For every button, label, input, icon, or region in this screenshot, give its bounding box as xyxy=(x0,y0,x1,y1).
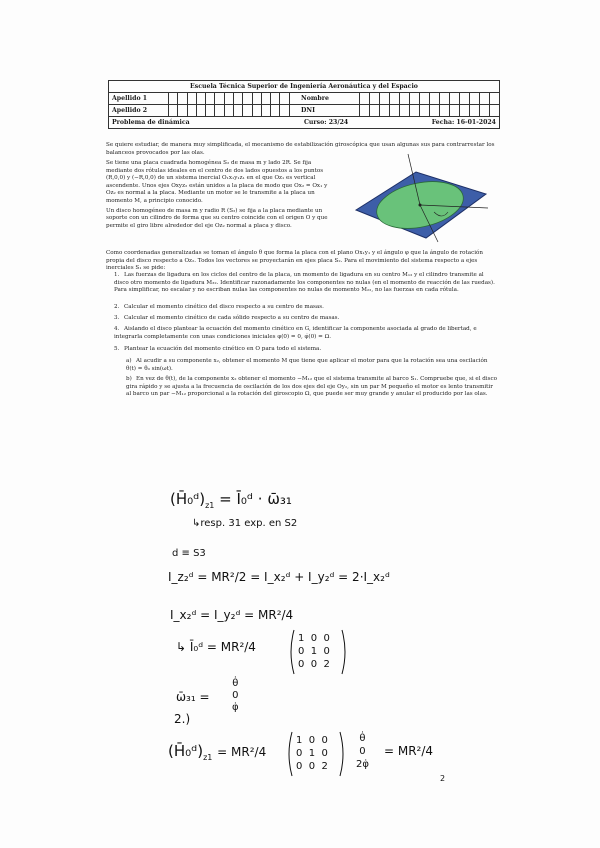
hw-vec2-2: 2φ̇ xyxy=(356,759,369,770)
apellido1-label: Apellido 1 xyxy=(112,95,148,102)
date-label: Fecha: 16-01-2024 xyxy=(431,119,496,126)
hw-line-4: I_z₂ᵈ = MR²/2 = I_x₂ᵈ + I_y₂ᵈ = 2·I_x₂ᵈ xyxy=(168,570,390,584)
course-label: Curso: 23/24 xyxy=(304,119,349,126)
statement-p1: Se quiere estudiar, de manera muy simplificada, el mecanismo de estabilización giroscópica que usan algunas sus para contrarrestar los balanceos provocados por las olas. xyxy=(106,142,495,156)
hw-h0-2-term: (H̄₀ᵈ) xyxy=(168,742,204,760)
hw-omega-2: φ̇ xyxy=(232,702,239,713)
apellido2-label: Apellido 2 xyxy=(112,107,148,114)
question-3-text: Calcular el momento cinético de cada sólido respecto a su centro de masas. xyxy=(124,315,340,321)
header-row-2 xyxy=(109,105,499,117)
subquestion-b-label: b) xyxy=(126,376,132,382)
hw-matrix-2-left-paren xyxy=(289,732,292,776)
hw-line-8: 2.) xyxy=(174,712,191,726)
hw-line-9 xyxy=(168,742,266,762)
hw-omega-vector xyxy=(232,678,239,714)
hw-inertia-label: ↳ Ī₀ᵈ = MR²/4 xyxy=(176,640,256,654)
hw-matrix-2-row-1: 1 0 0 xyxy=(296,735,328,746)
question-3-number: 3. xyxy=(114,315,120,321)
statement-p4: Como coordenadas generalizadas se toman el ángulo θ que forma la placa con el plano Ox₁y₁ y el ángulo φ que la ángulo de rotación propia del disco respecto a Oz₂. Todos los vectores se proyectarán en ejes placa S₂. Para el movimiento del sistema respecto a ejes inerciales S₁ se pide: xyxy=(106,250,483,272)
subquestion-a-text: Al acudir a su componente x₂, obtener el momento M que tiene que aplicar el motor para que la rotación sea una oscilación θ(t) = θ₀ sin(ωt). xyxy=(126,358,488,372)
hw-vec2-1: 0 xyxy=(359,746,366,757)
hw-h0-sub: z1 xyxy=(205,501,215,510)
question-4-text: Aislando el disco plantear la ecuación del momento cinético en G, identificar la componente asociada al grado de libertad, e integrarla completamente con unas condiciones iniciales φ(0) = 0, φ̇(0) = Ω. xyxy=(114,326,477,340)
subquestion-b-text: En vez de θ(t), de la componente x₂ obtener el momento −M₁₂ que el sistema transmite al barco S₁. Compruebe que, si el disco gira rápido y se ajusta a la frecuencia de oscilación de los dos ejes del eje Oy₂, sin un par M pequeño el motor es lento transmitir al barco un par −M₁₂ proporcional a la rotación del giroscopio Ω, que puede ser muy grande y anular el producido por las olas. xyxy=(126,376,498,398)
hw-matrix-rows xyxy=(298,632,330,671)
hw-matrix-2-row-2: 0 1 0 xyxy=(296,748,328,759)
statement-body xyxy=(106,160,332,230)
question-5-text: Plantear la ecuación del momento cinético en O para todo el sistema. xyxy=(124,346,322,352)
header-row-3 xyxy=(109,117,499,128)
question-1 xyxy=(114,272,498,295)
question-2 xyxy=(114,304,498,312)
question-2-number: 2. xyxy=(114,304,120,310)
subquestion-b xyxy=(126,376,498,399)
hw-vector-2 xyxy=(356,732,369,771)
question-5 xyxy=(114,346,498,354)
hw-line-2: ↳resp. 31 exp. en S2 xyxy=(192,518,298,529)
apellido1-boxes xyxy=(168,93,298,104)
nombre-boxes xyxy=(359,93,499,104)
hw-line-1 xyxy=(170,490,292,510)
hw-line-3: d ≡ S3 xyxy=(172,548,206,559)
dni-label: DNI xyxy=(301,107,315,114)
hw-matrix-row-2: 0 1 0 xyxy=(298,646,330,657)
hw-omega-0: θ̇ xyxy=(232,678,239,689)
hw-matrix-2-right-paren xyxy=(340,732,343,776)
question-4 xyxy=(114,326,498,341)
problem-title: Problema de dinámica xyxy=(112,119,190,126)
origin-point xyxy=(419,204,422,207)
hw-matrix-row-3: 0 0 2 xyxy=(298,659,330,670)
hw-matrix-row-1: 1 0 0 xyxy=(298,633,330,644)
question-4-number: 4. xyxy=(114,326,120,332)
hw-sub-2: 2 xyxy=(440,774,446,783)
school-name: Escuela Técnica Superior de Ingeniería Aeronáutica y del Espacio xyxy=(109,81,499,93)
header-row-1 xyxy=(109,93,499,105)
exam-header xyxy=(108,80,500,129)
hw-line-5: I_x₂ᵈ = I_y₂ᵈ = MR²/4 xyxy=(170,608,294,622)
apellido2-boxes xyxy=(168,105,298,116)
question-1-text: Las fuerzas de ligadura en los ciclos del centro de la placa, un momento de ligadura en su centro M₁₂ y el cilindro transmite al disco otro momento de ligadura M₃₂. Identificar razonadamente los componentes no nulas (en el momento de reacción de las ruedas). Para simplificar, no escalar y no escriban nulas las componentes no nulas de momento M₂₂, no las fuerzas en cada rótula. xyxy=(114,272,495,294)
subquestion-a xyxy=(126,358,498,373)
hw-h0-term: (H̄₀ᵈ) xyxy=(170,490,206,508)
statement-p3: Un disco homogéneo de masa m y radio R (S₃) se fija a la placa mediante un soporte con un cilindro de forma que su centro coincide con el origen O y que permite el giro libre alrededor del eje Oz₂ normal a placa y disco. xyxy=(106,207,328,229)
dni-boxes xyxy=(359,105,499,116)
statement-coords xyxy=(106,250,498,273)
hw-line-6 xyxy=(176,640,256,654)
hw-matrix-left-paren xyxy=(291,630,294,674)
hw-matrix-right-paren xyxy=(342,630,345,674)
hw-h0-2-eq: = MR²/4 xyxy=(217,745,267,759)
hw-line-9-tail: = MR²/4 xyxy=(384,744,434,758)
hw-h0-eq: = Ī₀ᵈ · ω̄₃₁ xyxy=(219,490,292,508)
hw-matrix-2-row-3: 0 0 2 xyxy=(296,761,328,772)
hw-vec2-0: θ̇ xyxy=(359,733,366,744)
question-2-text: Calcular el momento cinético del disco respecto a su centro de masas. xyxy=(124,304,324,310)
question-3 xyxy=(114,315,498,323)
hw-h0-2-sub: z1 xyxy=(203,753,213,762)
statement-p2: Se tiene una placa cuadrada homogénea S₂ de masa m y lado 2R. Se fija mediante dos rótulas ideales en el centro de dos lados opuestos a los puntos (R,0,0) y (−R,0,0) de un sistema inercial O₁x₁y₁z₁ en el que Oz₁ es vertical ascendente. Unos ejes Oxyz₂ están unidos a la placa de modo que Ox₂ = Ox₁ y Oz₂ es normal a la placa. Mediante un motor se le transmite a la placa un momento M, a principio conocido. xyxy=(106,160,328,204)
nombre-label: Nombre xyxy=(301,95,329,102)
question-1-number: 1. xyxy=(114,272,120,278)
mechanism-diagram xyxy=(338,150,500,250)
subquestion-a-label: a) xyxy=(126,358,132,364)
hw-omega-1: 0 xyxy=(232,690,239,701)
hw-matrix-2-rows xyxy=(296,734,328,773)
question-5-number: 5. xyxy=(114,346,120,352)
hw-line-7: ω̄₃₁ = xyxy=(176,690,210,704)
